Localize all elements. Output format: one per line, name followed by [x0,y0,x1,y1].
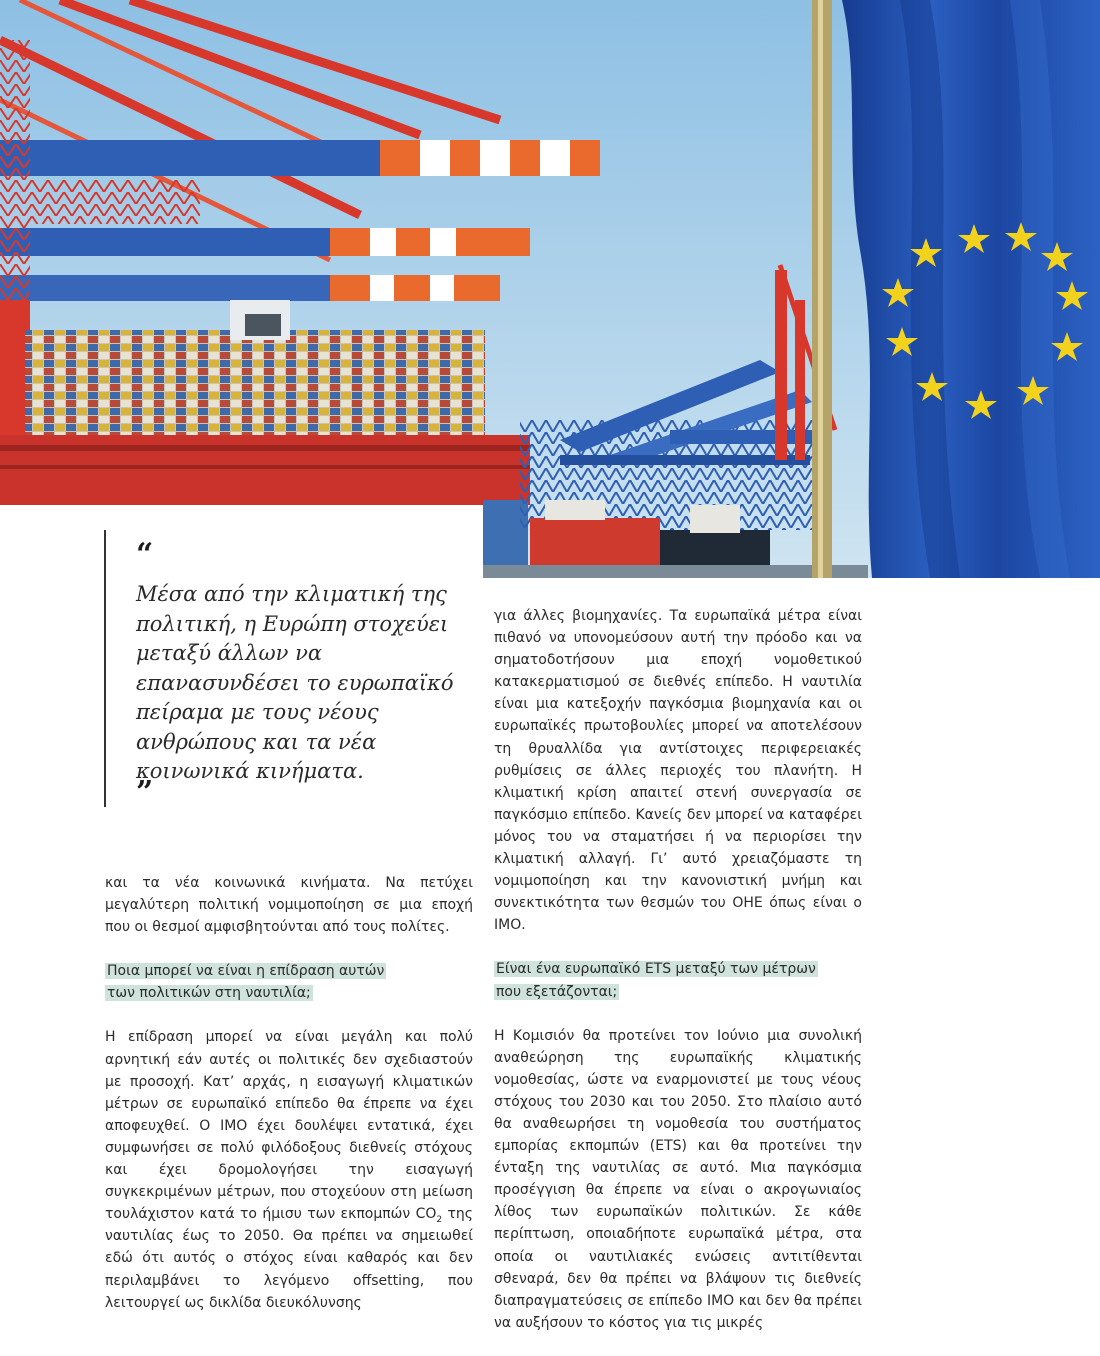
question-text: Ποια μπορεί να είναι η επίδραση αυτών των πολιτικών στη ναυτιλία; [107,963,385,1002]
pull-quote-text: Μέσα από την κλιματική της πολιτική, η Ευρώπη στοχεύει μεταξύ άλλων να επανασυνδέσει το ευρωπαϊκό πείραμα με τους νέους ανθρώπους και τα νέα κοινωνικά κινήματα. [136,582,454,783]
paragraph-text: της ναυτιλίας έως το 2050. Θα πρέπει να σημειωθεί εδώ ότι αυτός ο στόχος είναι καθαρός και δεν περιλαμβάνει το λεγόμενο offsetting, που λειτουργεί ως δικλίδα διευκόλυνσης [105,1206,474,1311]
paragraph-text: Η επίδραση μπορεί να είναι μεγάλη και πολύ αρνητική εάν αυτές οι πολιτικές δεν σχεδιαστούν με προσοχή. Κατ’ αρχάς, η εισαγωγή κλιματικών μέτρων σε ευρωπαϊκό επίπεδο θα έπρεπε να έχει αποφευχθεί. Ο ΙΜΟ έχει δουλέψει εντατικά, έχει συμφωνήσει σε πολύ φιλόδοξους διεθνείς στόχους και έχει δρομολογήσει την εισαγωγή συγκεκριμένων μέτρων, που στοχεύουν στη μείωση τουλάχιστον κατά το ήμισυ των εκπομπών CO [105,1029,473,1223]
interview-question [105,960,405,1004]
paragraph: και τα νέα κοινωνικά κινήματα. Να πετύχει μεγαλύτερη πολιτική νομιμοποίηση σε μια εποχή που οι θεσμοί αμφισβητούνται από τους πολίτες. [105,875,473,936]
port-cranes-container-ship-eu-flag-photo [0,0,1100,578]
interview-question [494,958,824,1002]
close-quote-mark: ” [136,775,154,810]
question-text: Είναι ένα ευρωπαϊκό ETS μεταξύ των μέτρων που εξετάζονται; [496,961,816,1000]
paragraph: Η Κομισιόν θα προτείνει τον Ιούνιο μια συνολική αναθεώρηση της ευρωπαϊκής κλιματικής νομοθεσίας, ώστε να εναρμονιστεί με τους νέους στόχους του 2030 και του 2050. Στο πλαίσιο αυτό θα αναθεωρήσει τη νομοθεσία του συστήματος εμπορίας εκπομπών (ETS) και θα προτείνει την ένταξη της ναυτιλίας σε αυτό. Μια παγκόσμια προσέγγιση θα έπρεπε να είναι ο ακρογωνιαίος λίθος των ευρωπαϊκών πολιτικών. Σε κάθε περίπτωση, οποιαδήποτε ευρωπαϊκά μέτρα, στα οποία οι ναυτιλιακές ενώσεις αντιτίθενται σθεναρά, δεν θα πρέπει να βλάψουν τις διεθνείς διαπραγματεύσεις σε επίπεδο ΙΜΟ και δεν θα πρέπει να αυξήσουν το κόστος για τις μικρές [494,1027,862,1331]
paragraph: για άλλες βιομηχανίες. Τα ευρωπαϊκά μέτρα είναι πιθανό να υπονομεύσουν αυτή την πρόοδο και να σηματοδοτήσουν μια εποχή νομοθετικού κατακερματισμού σε διεθνές επίπεδο. Η ναυτιλία είναι μια κατεξοχήν παγκόσμια βιομηχανία και οι ευρωπαϊκές πρωτοβουλίες μπορεί να αποτελέσουν τη θρυαλλίδα για αντίστοιχες περιφερειακές ρυθμίσεις σε άλλες περιοχές του πλανήτη. Η κλιματική κρίση απαιτεί στενή συνεργασία σε παγκόσμιο επίπεδο. Κανείς δεν μπορεί να καταφέρει μόνος του να σταματήσει ή να περιορίσει την κλιματική αλλαγή. Γι’ αυτό χρειαζόμαστε τη νομιμοποίηση και την κανονιστική μνήμη και συνεκτικότητα των θεσμών του ΟΗΕ όπως είναι ο ΙΜΟ. [494,608,862,934]
left-column [105,872,473,1336]
header-photo [0,0,1100,578]
subscript: 2 [436,1215,443,1226]
right-column [494,605,862,1356]
pull-quote [104,530,474,810]
open-quote-mark: “ [136,537,154,572]
paragraph [105,1026,473,1313]
